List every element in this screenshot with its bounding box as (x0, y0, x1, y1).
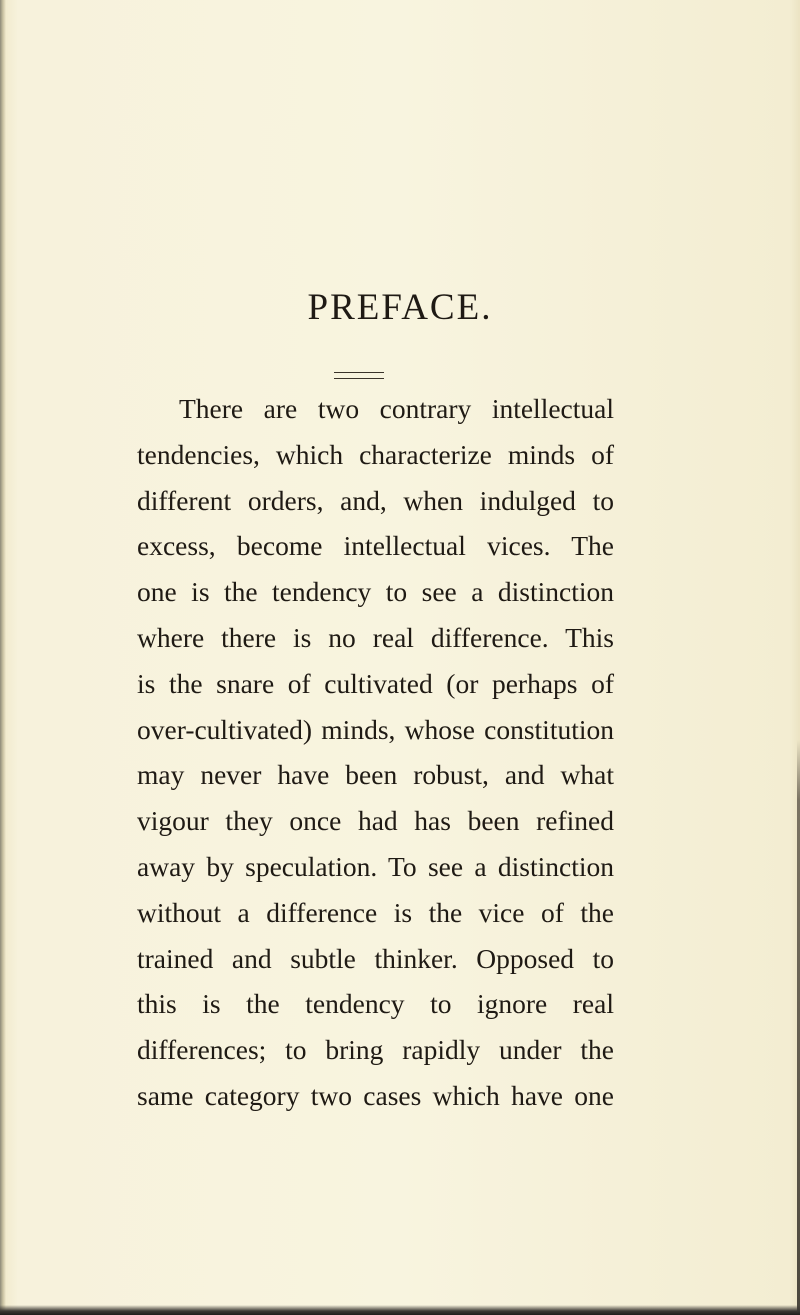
text-line: may never have been robust, and what (137, 759, 614, 791)
text-line: same category two cases which have one (137, 1079, 614, 1111)
text-line: different orders, and, when indulged to (137, 484, 614, 516)
preface-paragraph (137, 386, 614, 1119)
preface-heading: PREFACE. (307, 287, 493, 328)
heading-double-rule (334, 372, 384, 379)
page-left-edge (0, 0, 6, 1315)
text-line: where there is no real difference. This (137, 621, 614, 653)
text-line: vigour they once had has been refined (137, 805, 614, 837)
text-line: trained and subtle thinker. Opposed to (137, 942, 614, 974)
text-line: without a difference is the vice of the (137, 896, 614, 928)
text-line: tendencies, which characterize minds of (137, 438, 614, 470)
text-line: excess, become intellectual vices. The (137, 530, 614, 562)
text-line: this is the tendency to ignore real (137, 988, 614, 1020)
text-line: away by speculation. To see a distinction (137, 850, 614, 882)
text-line: over-cultivated) minds, whose constitution (137, 713, 614, 745)
page-bottom-edge (0, 1305, 800, 1315)
text-line: differences; to bring rapidly under the (137, 1034, 614, 1066)
text-line: one is the tendency to see a distinction (137, 576, 614, 608)
text-line: is the snare of cultivated (or perhaps of (137, 667, 614, 699)
text-line: There are two contrary intellectual (179, 393, 614, 424)
